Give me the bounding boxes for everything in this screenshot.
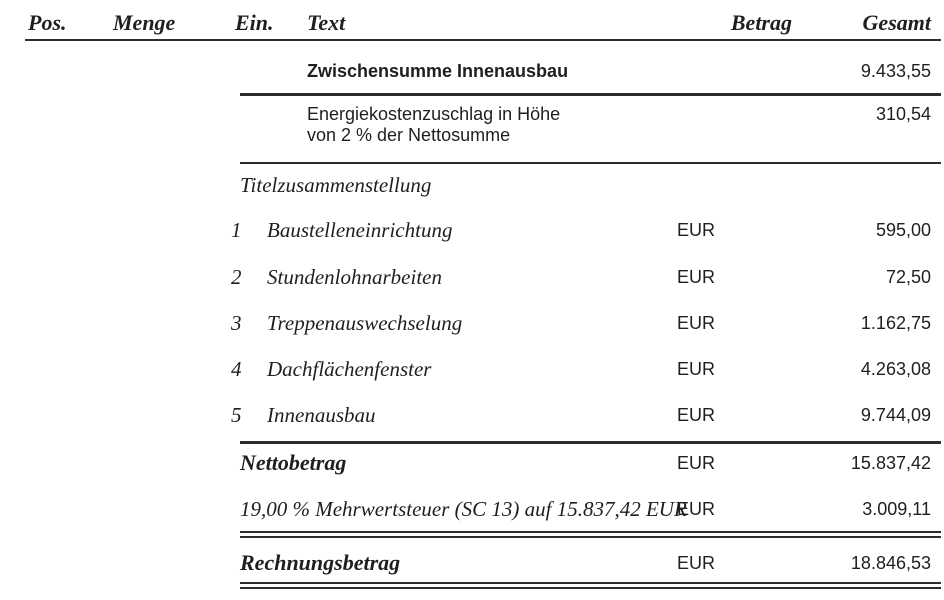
row-currency: EUR	[677, 359, 716, 379]
row-total: 4.263,08	[860, 359, 931, 379]
surcharge-rule	[240, 162, 941, 164]
table-row	[0, 217, 944, 243]
grand-total-rule-double	[240, 582, 941, 589]
surcharge-text	[307, 104, 560, 146]
row-currency: EUR	[677, 220, 716, 240]
subtotal-row	[0, 58, 944, 84]
grand-total-currency: EUR	[677, 553, 716, 573]
row-pos: 3	[231, 311, 242, 335]
row-total: 9.744,09	[860, 405, 931, 425]
vat-row	[0, 496, 944, 522]
vat-total: 3.009,11	[862, 499, 931, 519]
row-total: 595,00	[875, 220, 931, 240]
grand-total-amount: 18.846,53	[850, 553, 931, 573]
row-text: Innenausbau	[267, 403, 376, 427]
row-pos: 1	[231, 218, 242, 242]
header-rule	[25, 39, 941, 41]
column-header-pos: Pos.	[28, 10, 67, 35]
net-total: 15.837,42	[850, 453, 931, 473]
net-rule	[240, 441, 941, 444]
net-total-row	[0, 450, 944, 476]
row-text: Baustelleneinrichtung	[267, 218, 453, 242]
column-header-ein: Ein.	[235, 10, 274, 35]
net-label: Nettobetrag	[240, 450, 347, 475]
row-pos: 5	[231, 403, 242, 427]
column-header-gesamt: Gesamt	[862, 10, 931, 35]
column-header-betrag: Betrag	[730, 10, 792, 35]
row-currency: EUR	[677, 267, 716, 287]
table-row	[0, 402, 944, 428]
row-text: Treppenauswechselung	[267, 311, 463, 335]
row-total: 72,50	[885, 267, 931, 287]
subtotal-amount: 9.433,55	[860, 61, 931, 81]
row-pos: 2	[231, 265, 242, 289]
row-text: Dachflächenfenster	[267, 357, 432, 381]
vat-currency: EUR	[677, 499, 716, 519]
vat-label: 19,00 % Mehrwertsteuer (SC 13) auf 15.837,42 EUR	[240, 497, 687, 521]
subtotal-rule	[240, 93, 941, 96]
surcharge-amount: 310,54	[875, 104, 931, 124]
surcharge-line-2: von 2 % der Nettosumme	[307, 125, 511, 145]
subtotal-label: Zwischensumme Innenausbau	[307, 61, 569, 81]
title-summary-heading: Titelzusammenstellung	[240, 173, 432, 197]
table-row	[0, 356, 944, 382]
grand-total-label: Rechnungsbetrag	[240, 550, 401, 575]
column-header-text: Text	[307, 10, 346, 35]
row-text: Stundenlohnarbeiten	[267, 265, 442, 289]
net-currency: EUR	[677, 453, 716, 473]
surcharge-line-1: Energiekostenzuschlag in Höhe	[307, 104, 561, 124]
column-header-menge: Menge	[113, 10, 176, 35]
row-total: 1.162,75	[860, 313, 931, 333]
table-row	[0, 264, 944, 290]
grand-total-row	[0, 550, 944, 576]
row-pos: 4	[231, 357, 242, 381]
table-row	[0, 310, 944, 336]
row-currency: EUR	[677, 313, 716, 333]
row-currency: EUR	[677, 405, 716, 425]
vat-rule-double	[240, 531, 941, 538]
